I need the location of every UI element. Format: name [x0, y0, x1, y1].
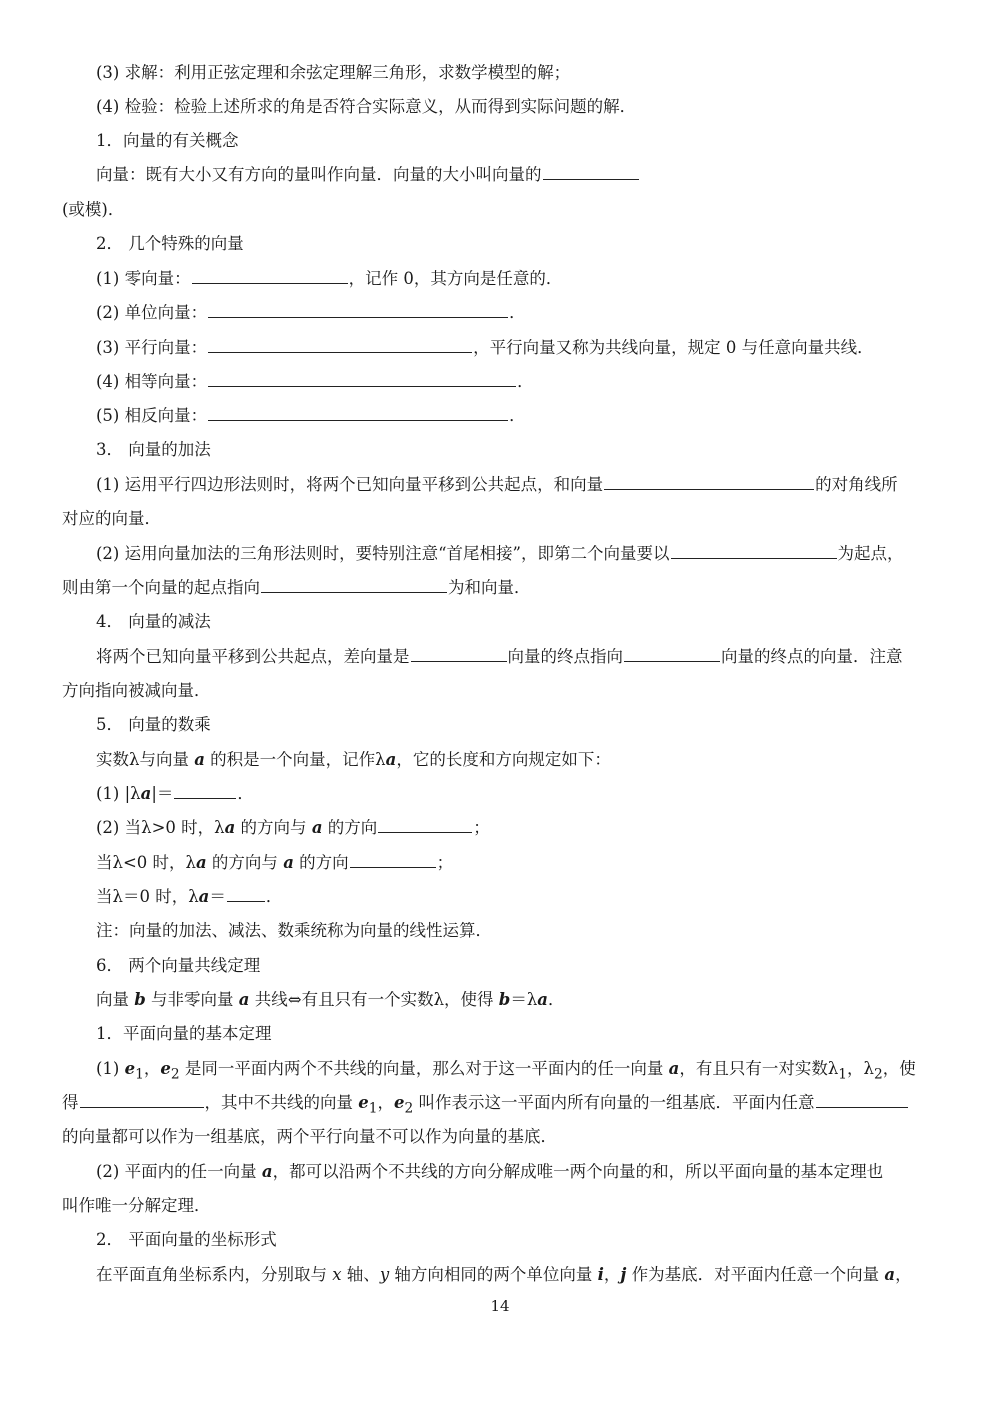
fill-blank	[192, 268, 348, 284]
vector-symbol: a	[311, 818, 323, 837]
text: ；	[473, 818, 490, 837]
paragraph-line	[62, 680, 211, 702]
list-item	[96, 405, 526, 427]
vector-symbol: a	[195, 853, 207, 872]
vector-symbol: e	[358, 1093, 369, 1112]
text: ，其中不共线的向量	[204, 1093, 359, 1112]
page-number: 14	[490, 1297, 510, 1315]
vector-symbol: a	[385, 750, 397, 769]
text: 4． 向量的减法	[96, 612, 211, 631]
text: ，使	[882, 1059, 916, 1078]
vector-symbol: a	[194, 750, 205, 769]
text: 在平面直角坐标系内，分别取与	[96, 1265, 333, 1284]
paragraph-line	[96, 164, 640, 186]
fill-blank	[261, 577, 447, 593]
text: ．	[265, 887, 283, 906]
text: 的向量都可以作为一组基底，两个平行向量不可以作为向量的基底．	[62, 1127, 557, 1146]
text: ，	[143, 1059, 161, 1078]
list-item	[96, 371, 534, 393]
step-solve	[96, 62, 570, 84]
paragraph-line	[96, 1058, 916, 1085]
text: 向量的终点指向	[507, 647, 623, 666]
text: (2) 平面内的任一向量	[96, 1162, 262, 1181]
fill-blank	[208, 405, 508, 421]
vector-symbol: e	[394, 1093, 405, 1112]
subscript: 1	[838, 1066, 848, 1083]
text: ＝	[209, 887, 226, 906]
text: (5) 相反向量：	[96, 406, 208, 425]
text: ，	[377, 1093, 394, 1112]
fill-blank	[543, 164, 639, 180]
section-heading	[96, 1023, 272, 1045]
text: 实数λ与向量	[96, 750, 195, 769]
text: 轴、	[341, 1265, 380, 1284]
text: 2． 几个特殊的向量	[96, 234, 244, 253]
text: 是同一平面内两个不共线的向量，那么对于这一平面内的任一向量	[179, 1059, 669, 1078]
vector-symbol: a	[238, 990, 250, 1009]
text: 的方向	[322, 818, 378, 837]
text: 作为基底．对平面内任意一个向量	[626, 1265, 885, 1284]
subscript: 2	[874, 1066, 883, 1083]
paragraph-line	[96, 646, 903, 668]
list-item	[96, 852, 453, 874]
paragraph-line	[62, 199, 124, 221]
paragraph-line	[62, 1195, 211, 1217]
paragraph-line	[96, 989, 565, 1011]
text: (4) 检验：检验上述所求的角是否符合实际意义，从而得到实际问题的解．	[96, 97, 637, 116]
text: 的方向与	[206, 853, 284, 872]
subscript: 1	[368, 1100, 378, 1117]
fill-blank	[604, 474, 814, 490]
text: ．	[509, 303, 526, 322]
list-item	[96, 302, 526, 324]
text: ，平行向量又称为共线向量，规定 0 与任意向量共线．	[473, 338, 874, 357]
text: 的积是一个向量，记作λ	[204, 750, 386, 769]
axis-symbol: y	[379, 1265, 390, 1284]
fill-blank	[227, 886, 265, 902]
fill-blank	[350, 852, 436, 868]
text: 3． 向量的加法	[96, 440, 211, 459]
text: ，	[895, 1265, 912, 1284]
text: ，它的长度和方向规定如下：	[396, 750, 611, 769]
text: 轴方向相同的两个单位向量	[389, 1265, 598, 1284]
text: 的方向与	[235, 818, 312, 837]
vector-symbol: a	[668, 1059, 680, 1078]
text: ．	[509, 406, 526, 425]
subscript: 2	[404, 1100, 414, 1117]
text: ，有且只有一对实数λ	[679, 1059, 839, 1078]
text: 对应的向量．	[62, 509, 161, 528]
vector-symbol: a	[224, 818, 236, 837]
text: 得	[62, 1093, 79, 1112]
fill-blank	[411, 646, 507, 662]
list-item	[96, 817, 490, 839]
text: (1) 零向量：	[96, 269, 191, 288]
fill-blank	[208, 371, 516, 387]
text: |＝	[151, 784, 174, 803]
text: ．	[237, 784, 254, 803]
text: 共线⇔有且只有一个实数λ，使得	[249, 990, 499, 1009]
paragraph-line	[96, 1161, 883, 1183]
vector-symbol: a	[198, 887, 210, 906]
text: ＝λ	[510, 990, 538, 1009]
text: 为和向量．	[448, 578, 531, 597]
text: ；	[436, 853, 454, 872]
section-heading	[96, 955, 260, 977]
text: ，都可以沿两个不共线的方向分解成唯一两个向量的和，所以平面向量的基本定理也	[272, 1162, 884, 1181]
text: 的方向	[293, 853, 349, 872]
fill-blank	[174, 783, 236, 799]
fill-blank	[208, 302, 508, 318]
text: (2) 当λ>0 时，λ	[96, 818, 225, 837]
text: (1) 运用平行四边形法则时，将两个已知向量平移到公共起点，和向量	[96, 475, 604, 494]
vector-symbol: b	[498, 990, 511, 1009]
text: 将两个已知向量平移到公共起点，差向量是	[96, 647, 410, 666]
paragraph-line	[96, 543, 904, 565]
vector-symbol: j	[620, 1265, 627, 1284]
text: 1．平面向量的基本定理	[96, 1024, 272, 1043]
text: (1) |λ	[96, 784, 141, 803]
section-heading	[96, 233, 244, 255]
paragraph-line	[62, 577, 531, 599]
vector-symbol: a	[537, 990, 548, 1009]
text: 当λ＝0 时，λ	[96, 887, 199, 906]
paragraph-line	[96, 1264, 912, 1286]
vector-symbol: e	[124, 1059, 136, 1078]
subscript: 1	[135, 1066, 144, 1083]
paragraph-line	[96, 749, 611, 771]
paragraph-line	[96, 474, 898, 496]
text: (3) 求解：利用正弦定理和余弦定理解三角形，求数学模型的解；	[96, 63, 571, 82]
section-heading	[96, 1229, 277, 1251]
text: (3) 平行向量：	[96, 338, 208, 357]
text: 注：向量的加法、减法、数乘统称为向量的线性运算．	[96, 921, 492, 940]
subscript: 2	[170, 1066, 180, 1083]
section-heading	[96, 714, 211, 736]
text: 2． 平面向量的坐标形式	[96, 1230, 277, 1249]
paragraph-line	[62, 508, 161, 530]
text: ，λ	[847, 1059, 875, 1078]
text: 当λ<0 时，λ	[96, 853, 196, 872]
paragraph-line	[62, 1126, 557, 1148]
note-line	[96, 920, 492, 942]
list-item	[96, 886, 282, 908]
fill-blank	[671, 543, 837, 559]
text: 6． 两个向量共线定理	[96, 956, 261, 975]
vector-symbol: b	[134, 990, 146, 1009]
section-heading	[96, 439, 211, 461]
text: 向量	[96, 990, 135, 1009]
text: 为起点，	[837, 544, 904, 563]
text: 方向指向被减向量．	[62, 681, 211, 700]
text: 的对角线所	[815, 475, 898, 494]
vector-symbol: e	[160, 1059, 171, 1078]
paragraph-line	[62, 1092, 909, 1119]
fill-blank	[80, 1092, 204, 1108]
vector-symbol: i	[597, 1265, 604, 1284]
vector-symbol: a	[140, 784, 152, 803]
text: 向量的终点的向量．注意	[721, 647, 903, 666]
vector-symbol: a	[283, 853, 294, 872]
text: ．	[517, 372, 534, 391]
text: 叫作唯一分解定理．	[62, 1196, 211, 1215]
text: (或模)．	[62, 200, 125, 219]
text: ，记作 0，其方向是任意的．	[348, 269, 563, 288]
text: ，	[603, 1265, 621, 1284]
text: 向量：既有大小又有方向的量叫作向量．向量的大小叫向量的	[96, 165, 542, 184]
text: 5． 向量的数乘	[96, 715, 211, 734]
fill-blank	[378, 817, 472, 833]
text: ．	[548, 990, 565, 1009]
text: 则由第一个向量的起点指向	[62, 578, 260, 597]
fill-blank	[624, 646, 720, 662]
text: 叫作表示这一平面内所有向量的一组基底．平面内任意	[413, 1093, 815, 1112]
list-item	[96, 268, 562, 290]
text: 1．向量的有关概念	[96, 131, 239, 150]
vector-symbol: a	[261, 1162, 273, 1181]
text: (4) 相等向量：	[96, 372, 208, 391]
axis-symbol: x	[332, 1265, 342, 1284]
vector-symbol: a	[884, 1265, 896, 1284]
text: (2) 运用向量加法的三角形法则时，要特别注意“首尾相接”，即第二个向量要以	[96, 544, 670, 563]
fill-blank	[208, 337, 472, 353]
list-item	[96, 337, 874, 359]
text: 与非零向量	[145, 990, 239, 1009]
fill-blank	[816, 1092, 908, 1108]
list-item	[96, 783, 254, 805]
section-heading	[96, 130, 239, 152]
section-heading	[96, 611, 211, 633]
text: (1)	[96, 1059, 125, 1078]
step-check	[96, 96, 636, 118]
text: (2) 单位向量：	[96, 303, 208, 322]
